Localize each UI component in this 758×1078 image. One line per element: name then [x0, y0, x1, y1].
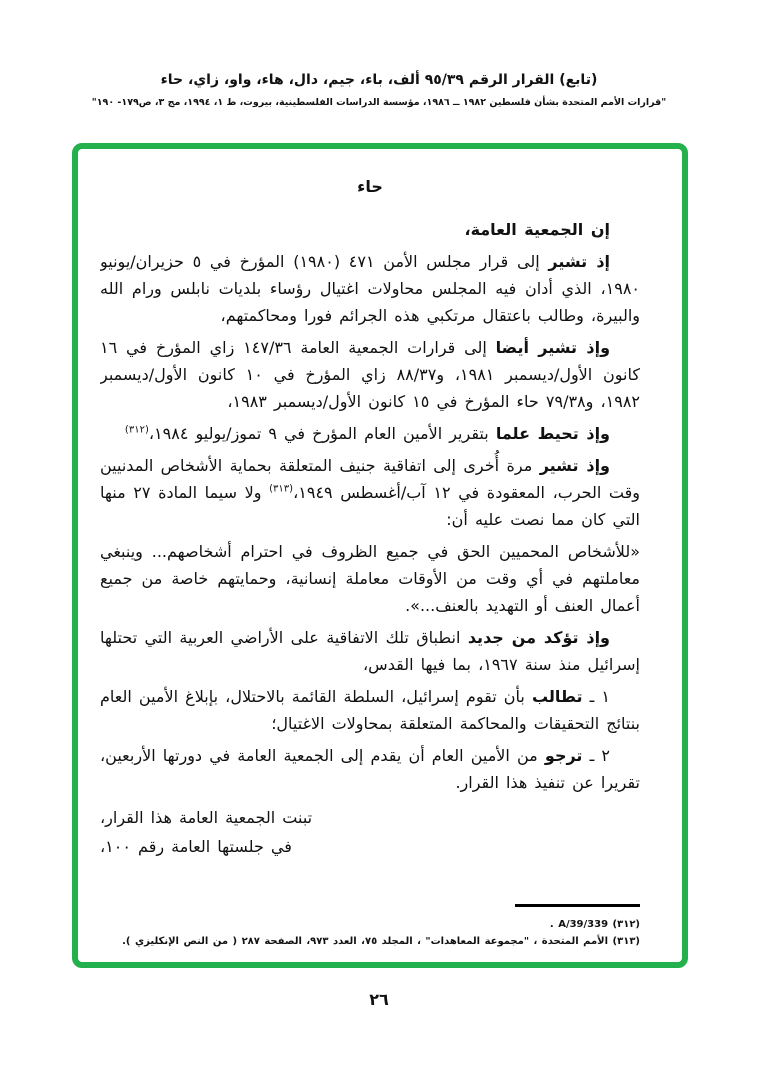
adoption-note — [100, 804, 640, 860]
paragraph-text: إلى قرار مجلس الأمن ٤٧١ (١٩٨٠) المؤرخ في ٥ حزيران/يونيو ١٩٨٠، الذي أدان فيه المجلس محاولات اغتيال رؤساء بلديات نابلس ورام الله والبيرة، وطالب باعتقال مرتكبي هذه الجرائم فورا ومحاكمتهم، — [100, 252, 640, 325]
paragraph-text: انطباق تلك الاتفاقية على الأراضي العربية التي تحتلها إسرائيل منذ سنة ١٩٦٧، بما فيها القدس، — [100, 628, 640, 674]
paragraph-lead: تطالب — [531, 687, 583, 706]
paragraph-number: ٢ ـ — [589, 746, 610, 765]
footnote-marker: (٣١٣) — [612, 936, 640, 947]
adoption-line: في جلستها العامة رقم ١٠٠، — [100, 837, 292, 856]
paragraph-text: مرة أُخرى إلى اتفاقية جنيف المتعلقة بحماية الأشخاص المدنيين وقت الحرب، المعقودة في ١٢ آب/أغسطس ١٩٤٩، — [100, 456, 640, 502]
footnote-ref-313: (٣١٣) — [269, 483, 294, 495]
source-citation: "قرارات الأمم المتحدة بشأن فلسطين ١٩٨٢ ــ ١٩٨٦، مؤسسة الدراسات الفلسطينية، بيروت، ط ١، ١٩٩٤، مج ٣، ص١٧٩- ١٩٠" — [91, 97, 667, 108]
adoption-line: تبنت الجمعية العامة هذا القرار، — [100, 808, 313, 827]
footnote-separator — [515, 904, 640, 907]
footnote-text: A/39/339 . — [549, 919, 609, 930]
content-frame — [72, 143, 688, 968]
page-number: ٢٦ — [369, 990, 389, 1009]
paragraph-text: بأن تقوم إسرائيل، السلطة القائمة بالاحتلال، بإبلاغ الأمين العام بنتائج التحقيقات والمحاكمة المتعلقة بمحاولات الاغتيال؛ — [100, 687, 640, 733]
paragraph-lead: وإذ تشير أيضا — [495, 338, 611, 357]
preamble-paragraph — [100, 420, 640, 447]
paragraph-number: ١ ـ — [589, 687, 610, 706]
resolution-body — [100, 173, 640, 870]
footnote-item — [100, 916, 640, 933]
paragraph-text: من الأمين العام أن يقدم إلى الجمعية العامة في دورتها الأربعين، تقريرا عن تنفيذ هذا القرار. — [100, 746, 640, 792]
preamble-paragraph — [100, 624, 640, 678]
paragraph-lead: ترجو — [544, 746, 583, 765]
section-heading: حاء — [357, 177, 383, 196]
paragraph-lead: وإذ تحيط علما — [495, 424, 610, 443]
paragraph-text: بتقرير الأمين العام المؤرخ في ٩ تموز/يوليو ١٩٨٤، — [148, 424, 489, 443]
footnote-item — [100, 933, 640, 950]
page-header — [0, 72, 758, 108]
article-quote: «للأشخاص المحميين الحق في جميع الظروف في احترام أشخاصهم... وينبغي معاملتهم في أي وقت من الأوقات معاملة إنسانية، وحمايتهم خاصة من جميع أعمال العنف أو التهديد بالعنف...». — [100, 542, 640, 615]
preamble-paragraph — [100, 248, 640, 329]
paragraph-lead: وإذ تؤكد من جديد — [467, 628, 611, 647]
preamble-paragraph — [100, 334, 640, 415]
operative-paragraph-1 — [100, 683, 640, 737]
paragraph-lead: إذ تشير — [548, 252, 611, 271]
paragraph-lead: وإذ تشير — [539, 456, 610, 475]
resolution-title: (تابع) القرار الرقم ٩٥/٣٩ ألف، باء، جيم، دال، هاء، واو، زاي، حاء — [160, 72, 598, 88]
footnotes-section — [100, 904, 640, 950]
preamble-paragraph — [100, 452, 640, 533]
footnote-ref-312: (٣١٢) — [124, 424, 149, 436]
paragraph-text: إلى قرارات الجمعية العامة ١٤٧/٣٦ زاي المؤرخ في ١٦ كانون الأول/ديسمبر ١٩٨١، و٨٨/٣٧ زاي المؤرخ في ١٠ كانون الأول/ديسمبر ١٩٨٢، و٧٩/٣٨ حاء المؤرخ في ١٥ كانون الأول/ديسمبر ١٩٨٣، — [100, 338, 640, 411]
operative-paragraph-2 — [100, 742, 640, 796]
paragraph-text: ولا سيما المادة ٢٧ منها التي كان مما نصت عليه أن: — [100, 483, 640, 529]
footnote-text: الأمم المتحدة ، "مجموعة المعاهدات" ، المجلد ٧٥، العدد ٩٧٣، الصفحة ٢٨٧ ( من النص الإنكليزي ). — [122, 936, 609, 947]
footnote-marker: (٣١٢) — [612, 919, 640, 930]
preamble-intro: إن الجمعية العامة، — [464, 220, 610, 239]
